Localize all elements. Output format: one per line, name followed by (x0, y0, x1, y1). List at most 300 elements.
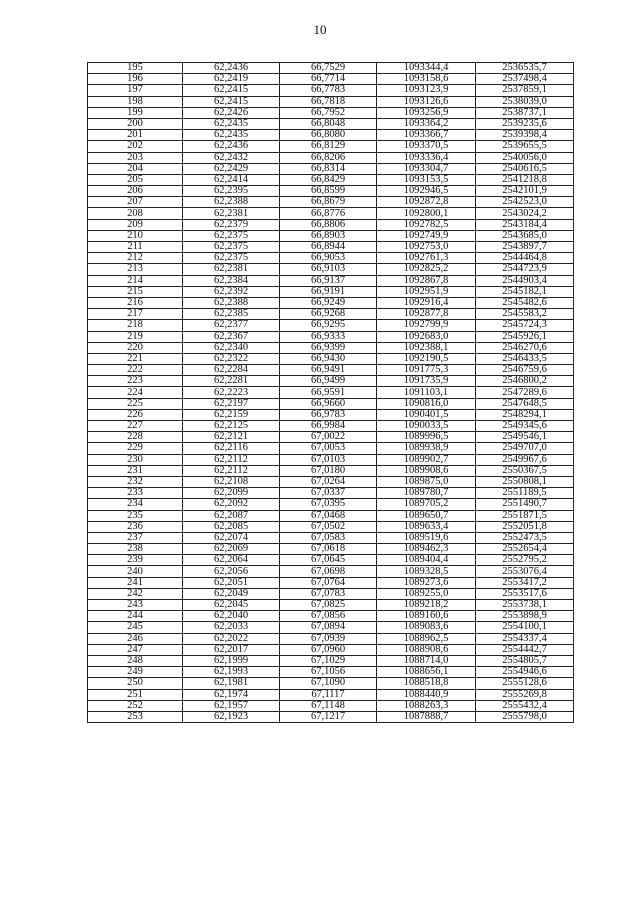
latitude-cell: 62,2040 (183, 611, 280, 622)
latitude-cell: 62,2125 (183, 421, 280, 432)
latitude-cell: 62,2049 (183, 588, 280, 599)
latitude-cell: 62,2116 (183, 443, 280, 454)
coord-x-cell: 1092872,8 (377, 197, 476, 208)
coord-y-cell: 2545182,1 (476, 286, 574, 297)
latitude-cell: 62,2435 (183, 118, 280, 129)
table-row (88, 63, 574, 74)
longitude-cell: 66,8944 (280, 242, 377, 253)
coord-y-cell: 2542101,9 (476, 186, 574, 197)
point-number-cell: 212 (88, 253, 183, 264)
latitude-cell: 62,1957 (183, 700, 280, 711)
point-number-cell: 247 (88, 644, 183, 655)
point-number-cell: 199 (88, 107, 183, 118)
coord-x-cell: 1092749,9 (377, 230, 476, 241)
table-row (88, 510, 574, 521)
table-row (88, 600, 574, 611)
latitude-cell: 62,2056 (183, 566, 280, 577)
longitude-cell: 67,0337 (280, 488, 377, 499)
coord-x-cell: 1089218,2 (377, 600, 476, 611)
coord-x-cell: 1089083,6 (377, 622, 476, 633)
table-row (88, 253, 574, 264)
table-row (88, 275, 574, 286)
coord-x-cell: 1093304,7 (377, 163, 476, 174)
coord-y-cell: 2549345,6 (476, 421, 574, 432)
coord-y-cell: 2536535,7 (476, 63, 574, 74)
latitude-cell: 62,2087 (183, 510, 280, 521)
longitude-cell: 67,0103 (280, 454, 377, 465)
point-number-cell: 203 (88, 152, 183, 163)
coord-y-cell: 2546800,2 (476, 376, 574, 387)
coord-y-cell: 2539235,6 (476, 118, 574, 129)
coord-y-cell: 2549546,1 (476, 432, 574, 443)
point-number-cell: 236 (88, 521, 183, 532)
table-row (88, 85, 574, 96)
coord-x-cell: 1092951,9 (377, 286, 476, 297)
latitude-cell: 62,2367 (183, 331, 280, 342)
table-row (88, 566, 574, 577)
latitude-cell: 62,2415 (183, 85, 280, 96)
coord-y-cell: 2540616,5 (476, 163, 574, 174)
point-number-cell: 205 (88, 174, 183, 185)
coord-y-cell: 2545926,1 (476, 331, 574, 342)
table-row (88, 353, 574, 364)
longitude-cell: 66,9137 (280, 275, 377, 286)
coord-x-cell: 1089404,4 (377, 555, 476, 566)
table-row (88, 264, 574, 275)
coord-y-cell: 2550367,5 (476, 465, 574, 476)
table-row (88, 611, 574, 622)
coord-x-cell: 1092388,1 (377, 342, 476, 353)
longitude-cell: 66,8806 (280, 219, 377, 230)
latitude-cell: 62,2085 (183, 521, 280, 532)
latitude-cell: 62,2388 (183, 297, 280, 308)
coord-y-cell: 2543685,0 (476, 230, 574, 241)
latitude-cell: 62,2069 (183, 544, 280, 555)
longitude-cell: 67,0583 (280, 532, 377, 543)
longitude-cell: 66,9430 (280, 353, 377, 364)
point-number-cell: 198 (88, 96, 183, 107)
coord-y-cell: 2554805,7 (476, 655, 574, 666)
coord-y-cell: 2552654,4 (476, 544, 574, 555)
coord-y-cell: 2554946,6 (476, 667, 574, 678)
latitude-cell: 62,2108 (183, 476, 280, 487)
table-row (88, 286, 574, 297)
coord-x-cell: 1089875,0 (377, 476, 476, 487)
latitude-cell: 62,2375 (183, 230, 280, 241)
coord-y-cell: 2551189,5 (476, 488, 574, 499)
table-row (88, 409, 574, 420)
point-number-cell: 215 (88, 286, 183, 297)
longitude-cell: 67,0180 (280, 465, 377, 476)
point-number-cell: 229 (88, 443, 183, 454)
point-number-cell: 207 (88, 197, 183, 208)
coord-y-cell: 2544723,9 (476, 264, 574, 275)
point-number-cell: 232 (88, 476, 183, 487)
longitude-cell: 66,7952 (280, 107, 377, 118)
coord-x-cell: 1089996,5 (377, 432, 476, 443)
coord-x-cell: 1092877,8 (377, 309, 476, 320)
longitude-cell: 67,1117 (280, 689, 377, 700)
longitude-cell: 67,0468 (280, 510, 377, 521)
point-number-cell: 226 (88, 409, 183, 420)
point-number-cell: 227 (88, 421, 183, 432)
coord-x-cell: 1088263,3 (377, 700, 476, 711)
latitude-cell: 62,2435 (183, 130, 280, 141)
longitude-cell: 67,0618 (280, 544, 377, 555)
coord-y-cell: 2554337,4 (476, 633, 574, 644)
latitude-cell: 62,1923 (183, 711, 280, 722)
coord-y-cell: 2539655,5 (476, 141, 574, 152)
coord-y-cell: 2538039,0 (476, 96, 574, 107)
latitude-cell: 62,1993 (183, 667, 280, 678)
longitude-cell: 66,9333 (280, 331, 377, 342)
coord-x-cell: 1089650,7 (377, 510, 476, 521)
latitude-cell: 62,2385 (183, 309, 280, 320)
point-number-cell: 224 (88, 387, 183, 398)
longitude-cell: 67,0783 (280, 588, 377, 599)
table-row (88, 141, 574, 152)
latitude-cell: 62,2159 (183, 409, 280, 420)
coord-y-cell: 2540056,0 (476, 152, 574, 163)
longitude-cell: 67,0764 (280, 577, 377, 588)
coord-x-cell: 1088656,1 (377, 667, 476, 678)
latitude-cell: 62,1981 (183, 678, 280, 689)
longitude-cell: 66,8206 (280, 152, 377, 163)
coord-y-cell: 2552795,2 (476, 555, 574, 566)
table-row (88, 376, 574, 387)
latitude-cell: 62,2379 (183, 219, 280, 230)
table-row (88, 544, 574, 555)
coord-x-cell: 1088962,5 (377, 633, 476, 644)
coord-y-cell: 2555128,6 (476, 678, 574, 689)
latitude-cell: 62,2281 (183, 376, 280, 387)
coord-x-cell: 1092946,5 (377, 186, 476, 197)
longitude-cell: 66,7714 (280, 74, 377, 85)
table-row (88, 689, 574, 700)
table-row (88, 678, 574, 689)
table-row (88, 488, 574, 499)
coord-y-cell: 2543024,2 (476, 208, 574, 219)
point-number-cell: 217 (88, 309, 183, 320)
latitude-cell: 62,2392 (183, 286, 280, 297)
longitude-cell: 66,9783 (280, 409, 377, 420)
table-row (88, 219, 574, 230)
latitude-cell: 62,2436 (183, 63, 280, 74)
longitude-cell: 66,9295 (280, 320, 377, 331)
coord-y-cell: 2539398,4 (476, 130, 574, 141)
coord-y-cell: 2545724,3 (476, 320, 574, 331)
longitude-cell: 67,1148 (280, 700, 377, 711)
latitude-cell: 62,2074 (183, 532, 280, 543)
table-row (88, 186, 574, 197)
coord-x-cell: 1087888,7 (377, 711, 476, 722)
longitude-cell: 67,0395 (280, 499, 377, 510)
table-row (88, 398, 574, 409)
point-number-cell: 209 (88, 219, 183, 230)
table-row (88, 320, 574, 331)
table-row (88, 421, 574, 432)
longitude-cell: 67,1056 (280, 667, 377, 678)
coord-y-cell: 2547289,6 (476, 387, 574, 398)
point-number-cell: 218 (88, 320, 183, 331)
longitude-cell: 66,9491 (280, 365, 377, 376)
coord-y-cell: 2537498,4 (476, 74, 574, 85)
coord-x-cell: 1092825,2 (377, 264, 476, 275)
table-row (88, 667, 574, 678)
coord-y-cell: 2553738,1 (476, 600, 574, 611)
table-row (88, 432, 574, 443)
table-row (88, 174, 574, 185)
coord-y-cell: 2554442,7 (476, 644, 574, 655)
point-number-cell: 201 (88, 130, 183, 141)
table-row (88, 465, 574, 476)
coord-y-cell: 2544464,8 (476, 253, 574, 264)
coord-y-cell: 2552473,5 (476, 532, 574, 543)
coord-y-cell: 2553517,6 (476, 588, 574, 599)
table-row (88, 532, 574, 543)
point-number-cell: 241 (88, 577, 183, 588)
table-row (88, 309, 574, 320)
latitude-cell: 62,2436 (183, 141, 280, 152)
latitude-cell: 62,2419 (183, 74, 280, 85)
point-number-cell: 234 (88, 499, 183, 510)
table-row (88, 197, 574, 208)
table-row (88, 74, 574, 85)
latitude-cell: 62,2415 (183, 96, 280, 107)
table-row (88, 454, 574, 465)
latitude-cell: 62,2414 (183, 174, 280, 185)
point-number-cell: 220 (88, 342, 183, 353)
coord-y-cell: 2543897,7 (476, 242, 574, 253)
latitude-cell: 62,2381 (183, 264, 280, 275)
latitude-cell: 62,2017 (183, 644, 280, 655)
coord-x-cell: 1090816,0 (377, 398, 476, 409)
latitude-cell: 62,2377 (183, 320, 280, 331)
coord-x-cell: 1093336,4 (377, 152, 476, 163)
longitude-cell: 66,9053 (280, 253, 377, 264)
point-number-cell: 235 (88, 510, 183, 521)
longitude-cell: 67,0856 (280, 611, 377, 622)
table-row (88, 588, 574, 599)
point-number-cell: 228 (88, 432, 183, 443)
coord-y-cell: 2554100,1 (476, 622, 574, 633)
longitude-cell: 66,8314 (280, 163, 377, 174)
coord-y-cell: 2542523,0 (476, 197, 574, 208)
coord-x-cell: 1092190,5 (377, 353, 476, 364)
coord-x-cell: 1092799,9 (377, 320, 476, 331)
coord-y-cell: 2546433,5 (476, 353, 574, 364)
coord-x-cell: 1090033,5 (377, 421, 476, 432)
longitude-cell: 67,0645 (280, 555, 377, 566)
point-number-cell: 237 (88, 532, 183, 543)
coord-x-cell: 1088714,0 (377, 655, 476, 666)
latitude-cell: 62,2112 (183, 454, 280, 465)
coord-x-cell: 1090401,5 (377, 409, 476, 420)
point-number-cell: 200 (88, 118, 183, 129)
coord-y-cell: 2538737,1 (476, 107, 574, 118)
point-number-cell: 214 (88, 275, 183, 286)
coord-y-cell: 2555432,4 (476, 700, 574, 711)
coord-y-cell: 2555269,8 (476, 689, 574, 700)
longitude-cell: 66,9268 (280, 309, 377, 320)
longitude-cell: 66,9399 (280, 342, 377, 353)
latitude-cell: 62,2429 (183, 163, 280, 174)
longitude-cell: 66,8080 (280, 130, 377, 141)
longitude-cell: 66,9984 (280, 421, 377, 432)
table-row (88, 118, 574, 129)
latitude-cell: 62,1999 (183, 655, 280, 666)
coord-x-cell: 1089633,4 (377, 521, 476, 532)
table-row (88, 443, 574, 454)
latitude-cell: 62,2432 (183, 152, 280, 163)
point-number-cell: 251 (88, 689, 183, 700)
table-row (88, 711, 574, 722)
latitude-cell: 62,2340 (183, 342, 280, 353)
coord-y-cell: 2544903,4 (476, 275, 574, 286)
coord-x-cell: 1092916,4 (377, 297, 476, 308)
coord-y-cell: 2553898,9 (476, 611, 574, 622)
latitude-cell: 62,2022 (183, 633, 280, 644)
point-number-cell: 243 (88, 600, 183, 611)
longitude-cell: 66,8903 (280, 230, 377, 241)
longitude-cell: 67,0960 (280, 644, 377, 655)
longitude-cell: 66,7529 (280, 63, 377, 74)
coord-x-cell: 1088440,9 (377, 689, 476, 700)
point-number-cell: 202 (88, 141, 183, 152)
coord-x-cell: 1091775,3 (377, 365, 476, 376)
longitude-cell: 67,1217 (280, 711, 377, 722)
point-number-cell: 231 (88, 465, 183, 476)
coord-x-cell: 1093123,9 (377, 85, 476, 96)
table-row (88, 577, 574, 588)
table-row (88, 387, 574, 398)
table-row (88, 163, 574, 174)
coord-y-cell: 2546270,6 (476, 342, 574, 353)
coord-x-cell: 1089255,0 (377, 588, 476, 599)
point-number-cell: 219 (88, 331, 183, 342)
longitude-cell: 67,0698 (280, 566, 377, 577)
coord-x-cell: 1092761,3 (377, 253, 476, 264)
table-row (88, 655, 574, 666)
point-number-cell: 223 (88, 376, 183, 387)
point-number-cell: 250 (88, 678, 183, 689)
point-number-cell: 206 (88, 186, 183, 197)
coord-x-cell: 1093344,4 (377, 63, 476, 74)
coord-x-cell: 1092782,5 (377, 219, 476, 230)
longitude-cell: 66,8599 (280, 186, 377, 197)
point-number-cell: 239 (88, 555, 183, 566)
longitude-cell: 66,8048 (280, 118, 377, 129)
longitude-cell: 66,9249 (280, 297, 377, 308)
coord-x-cell: 1089462,3 (377, 544, 476, 555)
coord-y-cell: 2537859,1 (476, 85, 574, 96)
point-number-cell: 197 (88, 85, 183, 96)
point-number-cell: 233 (88, 488, 183, 499)
coord-x-cell: 1089328,5 (377, 566, 476, 577)
latitude-cell: 62,2092 (183, 499, 280, 510)
coord-x-cell: 1089780,7 (377, 488, 476, 499)
coord-y-cell: 2549967,6 (476, 454, 574, 465)
coord-x-cell: 1089273,6 (377, 577, 476, 588)
longitude-cell: 67,1029 (280, 655, 377, 666)
coord-x-cell: 1092800,1 (377, 208, 476, 219)
point-number-cell: 249 (88, 667, 183, 678)
longitude-cell: 66,9191 (280, 286, 377, 297)
point-number-cell: 208 (88, 208, 183, 219)
point-number-cell: 195 (88, 63, 183, 74)
longitude-cell: 66,9499 (280, 376, 377, 387)
longitude-cell: 66,7783 (280, 85, 377, 96)
point-number-cell: 230 (88, 454, 183, 465)
latitude-cell: 62,2112 (183, 465, 280, 476)
table-row (88, 297, 574, 308)
latitude-cell: 62,2388 (183, 197, 280, 208)
page-number: 10 (313, 22, 327, 37)
coord-y-cell: 2551871,5 (476, 510, 574, 521)
latitude-cell: 62,2099 (183, 488, 280, 499)
longitude-cell: 67,1090 (280, 678, 377, 689)
point-number-cell: 213 (88, 264, 183, 275)
longitude-cell: 67,0825 (280, 600, 377, 611)
coord-x-cell: 1093366,7 (377, 130, 476, 141)
longitude-cell: 67,0502 (280, 521, 377, 532)
point-number-cell: 204 (88, 163, 183, 174)
longitude-cell: 66,9660 (280, 398, 377, 409)
table-row (88, 331, 574, 342)
coord-x-cell: 1092867,8 (377, 275, 476, 286)
coord-y-cell: 2549707,0 (476, 443, 574, 454)
coord-x-cell: 1088518,8 (377, 678, 476, 689)
table-row (88, 499, 574, 510)
table-row (88, 107, 574, 118)
latitude-cell: 62,2384 (183, 275, 280, 286)
latitude-cell: 62,2375 (183, 242, 280, 253)
table-row (88, 476, 574, 487)
point-number-cell: 252 (88, 700, 183, 711)
table-row (88, 152, 574, 163)
coord-x-cell: 1089519,6 (377, 532, 476, 543)
table-row (88, 342, 574, 353)
point-number-cell: 222 (88, 365, 183, 376)
longitude-cell: 67,0939 (280, 633, 377, 644)
coord-x-cell: 1093364,2 (377, 118, 476, 129)
coord-x-cell: 1091103,1 (377, 387, 476, 398)
point-number-cell: 246 (88, 633, 183, 644)
coord-x-cell: 1089160,6 (377, 611, 476, 622)
longitude-cell: 67,0894 (280, 622, 377, 633)
coord-y-cell: 2548294,1 (476, 409, 574, 420)
coordinates-table-body (88, 63, 574, 723)
coord-x-cell: 1089902,7 (377, 454, 476, 465)
coord-x-cell: 1088908,6 (377, 644, 476, 655)
longitude-cell: 66,7818 (280, 96, 377, 107)
point-number-cell: 248 (88, 655, 183, 666)
coord-y-cell: 2553417,2 (476, 577, 574, 588)
table-row (88, 633, 574, 644)
point-number-cell: 216 (88, 297, 183, 308)
longitude-cell: 67,0053 (280, 443, 377, 454)
coord-y-cell: 2543184,4 (476, 219, 574, 230)
table-row (88, 96, 574, 107)
longitude-cell: 67,0022 (280, 432, 377, 443)
coord-x-cell: 1092753,0 (377, 242, 476, 253)
longitude-cell: 67,0264 (280, 476, 377, 487)
table-row (88, 644, 574, 655)
coord-y-cell: 2550808,1 (476, 476, 574, 487)
coord-y-cell: 2553076,4 (476, 566, 574, 577)
table-row (88, 242, 574, 253)
latitude-cell: 62,2121 (183, 432, 280, 443)
